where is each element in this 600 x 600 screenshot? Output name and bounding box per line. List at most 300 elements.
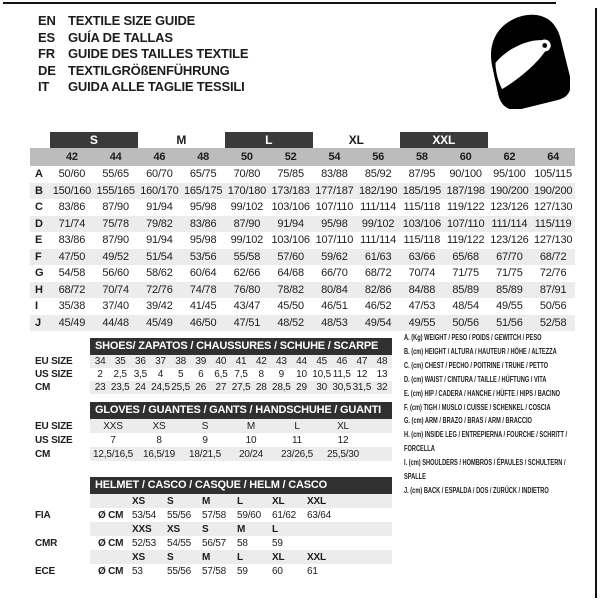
helmet-value: 59/60 (237, 509, 262, 521)
cell-value: 32 (376, 382, 388, 393)
measure-key: E (35, 234, 43, 246)
cell-value: 9 (278, 369, 285, 380)
measure-row-b (30, 183, 575, 200)
cell-value: 11,5 (332, 369, 351, 380)
measure-key: B (30, 183, 50, 200)
standard-label: CMR (35, 537, 58, 549)
measure-value: 61/63 (356, 249, 400, 266)
cell-value: XXS (103, 420, 123, 432)
cell-value: 46 (336, 356, 348, 367)
language-title: TEXTILE SIZE GUIDE (68, 13, 196, 28)
measure-value: 84/88 (400, 282, 444, 299)
legend-entry: H. (cm) INSIDE LEG / ENTREPIERNA / FOURCHE / SCHRITT / FORCELLA (404, 430, 568, 454)
helmet-value: 55/56 (167, 565, 192, 577)
measure-value: 44/48 (94, 315, 138, 332)
cell-value: 23/26,5 (281, 448, 313, 460)
cell-value: 7,5 (234, 369, 248, 380)
legend-entry: B. (cm) HEIGHT / ALTURA / HAUTEUR / HÖHE / ALTEZZA (404, 346, 557, 356)
size-number: 52 (269, 148, 313, 166)
measure-value: 173/183 (269, 183, 313, 200)
cell-value: 12 (356, 369, 368, 380)
measure-value: 87/95 (408, 168, 436, 180)
measure-key: D (30, 216, 50, 233)
gloves-row (35, 419, 392, 433)
legend-entry: C. (cm) CHEST / PECHO / POITRINE / TRUHE / PETTO (404, 360, 549, 370)
unit-cell: Ø CM (98, 537, 124, 549)
row-band (90, 508, 392, 522)
measure-value: 68/72 (531, 249, 575, 266)
measure-value: 103/106 (400, 216, 444, 233)
shoes-title: SHOES/ ZAPATOS / CHAUSSURES / SCHUHE / SCARPE (90, 338, 392, 355)
cell-value: 10,5 (312, 369, 331, 380)
helmet-size: XL (272, 495, 285, 507)
measure-value: 160/170 (138, 183, 182, 200)
size-number: 48 (181, 148, 225, 166)
row-band (90, 447, 392, 461)
measure-value: 127/130 (533, 234, 573, 246)
measure-value: 85/89 (488, 282, 532, 299)
helmet-value: 63/64 (307, 509, 332, 521)
size-group-xxl: XXL (400, 132, 488, 148)
cell-value: 42 (255, 356, 267, 367)
cell-value: 2 (97, 369, 103, 380)
cell-value: 12,5/16,5 (93, 448, 133, 460)
measure-key: C (35, 201, 43, 213)
measure-value: 99/102 (230, 234, 264, 246)
cell-value: 10 (296, 369, 307, 380)
top-border-line (3, 2, 556, 4)
measure-value: 53/56 (181, 249, 225, 266)
helmet-value: 56/57 (202, 537, 227, 549)
measure-value: 95/98 (189, 201, 217, 213)
measure-value: 47/53 (408, 300, 436, 312)
measure-value: 182/190 (356, 183, 400, 200)
measure-value: 150/160 (50, 183, 94, 200)
measure-value: 80/84 (313, 282, 357, 299)
cell-value: 43 (275, 356, 287, 367)
cell-value: L (294, 420, 300, 432)
measure-value: 190/200 (488, 183, 532, 200)
language-code: IT (38, 79, 50, 94)
helmet-size-row (35, 550, 392, 564)
measure-value: 49/52 (94, 249, 138, 266)
helmet-value: 55/56 (167, 509, 192, 521)
measure-value: 71/74 (50, 216, 94, 233)
row-label: EU SIZE (35, 356, 73, 367)
helmet-value: 59 (237, 565, 248, 577)
measure-value: 95/98 (189, 234, 217, 246)
measure-key: J (30, 315, 50, 332)
helmet-value: 61 (307, 565, 318, 577)
helmet-size: XL (272, 551, 285, 563)
cell-value: 25,5/30 (327, 448, 359, 460)
language-code: DE (38, 62, 56, 78)
measure-value: 123/126 (490, 201, 529, 213)
unit-cell: Ø CM (98, 565, 124, 577)
measure-value: 95/100 (493, 168, 526, 180)
measure-row-d (30, 216, 575, 233)
row-label: US SIZE (35, 434, 73, 446)
measure-row-j (30, 315, 575, 332)
measure-value: 107/110 (444, 216, 488, 233)
cell-value: 2,5 (113, 369, 127, 380)
measure-value: 76/80 (225, 282, 269, 299)
measure-key: I (35, 300, 38, 312)
shoes-row (35, 381, 392, 394)
cell-value: 47 (356, 356, 368, 367)
cell-value: 11 (292, 434, 302, 446)
shoes-row (35, 355, 392, 368)
measure-value: 91/94 (269, 216, 313, 233)
measure-value: 155/165 (94, 183, 138, 200)
helmet-size: L (272, 523, 278, 535)
measure-row-e (30, 232, 575, 249)
measure-value: 87/90 (102, 201, 129, 213)
measure-value: 105/115 (534, 168, 572, 180)
size-group-l: L (225, 132, 313, 148)
cell-value: 26 (195, 382, 207, 393)
measure-value: 127/130 (533, 201, 573, 213)
language-code: FR (38, 46, 55, 61)
measure-value: 37/40 (102, 300, 129, 312)
language-row (38, 79, 248, 96)
measure-row-i (30, 298, 575, 315)
measure-value: 83/88 (321, 168, 348, 180)
measure-value: 75/78 (94, 216, 138, 233)
gloves-row (35, 447, 392, 461)
cell-value: 6 (198, 369, 204, 380)
language-code: ES (38, 29, 55, 45)
measure-value: 55/58 (225, 249, 269, 266)
standard-label: FIA (35, 509, 51, 521)
size-number-spacer (30, 148, 50, 166)
helmet-value-row (35, 508, 392, 522)
row-band (90, 522, 392, 536)
helmet-size: M (202, 495, 211, 507)
helmet-value: 57/58 (202, 509, 227, 521)
helmet-size: XS (132, 551, 145, 563)
helmet-size-row (35, 522, 392, 536)
cell-value: 25,5 (171, 382, 190, 393)
measure-value: 75/85 (277, 168, 304, 180)
measure-key: H (30, 282, 50, 299)
cell-value: 16,5/19 (143, 448, 175, 460)
cell-value: 12 (337, 434, 349, 446)
measure-value: 46/51 (321, 300, 348, 312)
cell-value: 6,5 (214, 369, 228, 380)
measure-value: 52/58 (531, 315, 575, 332)
measure-value: 60/70 (146, 168, 173, 180)
cell-value: XS (152, 420, 166, 432)
measure-value: 55/65 (102, 168, 129, 180)
measure-value: 64/68 (277, 267, 304, 279)
measure-value: 60/64 (189, 267, 217, 279)
helmet-icon (486, 13, 570, 109)
measure-key: G (35, 267, 44, 279)
measure-value: 78/82 (269, 282, 313, 299)
helmet-size: XS (167, 523, 180, 535)
row-band (90, 550, 392, 564)
language-header (38, 13, 248, 96)
gloves-title: GLOVES / GUANTES / GANTS / HANDSCHUHE / GUANTI (90, 402, 392, 419)
size-group-spacer (488, 132, 532, 148)
row-band (90, 564, 392, 578)
measure-value: 46/50 (181, 315, 225, 332)
measure-key: A (35, 168, 43, 180)
measure-value: 49/55 (496, 300, 523, 312)
row-band (90, 494, 392, 508)
measure-value: 68/72 (364, 267, 392, 279)
language-title: TEXTILGRÖßENFÜHRUNG (68, 62, 230, 78)
cell-value: 13 (376, 369, 388, 380)
measure-value: 51/56 (488, 315, 532, 332)
helmet-size: L (237, 495, 243, 507)
helmet-value: 53 (132, 565, 143, 577)
helmet-table (35, 477, 392, 578)
language-row (38, 46, 248, 63)
measure-value: 39/42 (146, 300, 173, 312)
measure-value: 177/187 (313, 183, 357, 200)
measure-value: 70/80 (233, 168, 261, 180)
measure-value: 74/78 (181, 282, 225, 299)
measure-value: 45/49 (50, 315, 94, 332)
row-label: US SIZE (35, 369, 73, 380)
cell-value: 28,5 (272, 382, 291, 393)
measure-value: 190/200 (531, 183, 575, 200)
cell-value: 24 (134, 382, 146, 393)
measure-value: 115/118 (403, 201, 441, 213)
cell-value: 38 (175, 356, 186, 367)
cell-value: 39 (195, 356, 207, 367)
cell-value: 31,5 (352, 382, 372, 393)
measure-value: 62/66 (233, 267, 261, 279)
cell-value: 44 (296, 356, 307, 367)
shoes-row (35, 368, 392, 381)
cell-value: 34 (94, 356, 106, 367)
measure-value: 59/62 (313, 249, 357, 266)
measure-value: 50/56 (444, 315, 488, 332)
cell-value: 20/24 (238, 448, 264, 460)
size-number: 60 (444, 148, 488, 166)
size-group-m: M (176, 133, 187, 147)
measure-value: 65/75 (189, 168, 217, 180)
helmet-size: XXL (307, 551, 326, 563)
measure-value: 82/86 (356, 282, 400, 299)
measure-value: 41/45 (189, 300, 217, 312)
measure-value: 46/52 (364, 300, 392, 312)
cell-value: 23,5 (110, 382, 130, 393)
gloves-table (35, 402, 392, 461)
cell-value: 9 (202, 434, 208, 446)
measure-value: 71/75 (496, 267, 523, 279)
measure-row-f (30, 249, 575, 266)
textile-size-table (30, 132, 575, 331)
cell-value: 7 (110, 434, 116, 446)
row-label: CM (35, 382, 51, 393)
cell-value: M (246, 420, 256, 432)
cell-value: 5 (177, 369, 184, 380)
measure-value: 49/55 (400, 315, 444, 332)
helmet-size: XXL (307, 495, 326, 507)
size-group-s: S (50, 132, 138, 148)
cell-value: 29 (296, 382, 307, 393)
measure-value: 95/98 (313, 216, 357, 233)
helmet-size: L (237, 551, 243, 563)
measure-value: 70/74 (408, 267, 436, 279)
helmet-value: 58 (237, 537, 248, 549)
helmet-value: 59 (272, 537, 283, 549)
cell-value: S (201, 420, 209, 432)
measure-value: 66/70 (321, 267, 348, 279)
measure-value: 99/102 (356, 216, 400, 233)
helmet-value: 61/62 (272, 509, 297, 521)
helmet-size: XS (132, 495, 145, 507)
size-number: 46 (138, 148, 182, 166)
row-label (35, 550, 90, 564)
legend-entry: I. (cm) SHOULDERS / HOMBROS / ÉPAULES / SCHULTERN / SPALLE (404, 458, 566, 482)
measure-value: 87/91 (531, 282, 575, 299)
cell-value: 8 (258, 369, 264, 380)
language-title: GUÍA DE TALLAS (68, 29, 173, 45)
size-number: 50 (225, 148, 269, 166)
measure-value: 83/86 (58, 234, 86, 246)
measure-value: 51/54 (138, 249, 182, 266)
measure-value: 90/100 (449, 168, 482, 180)
cell-value: 24,5 (151, 382, 170, 393)
measure-value: 170/180 (225, 183, 269, 200)
language-title: GUIDA ALLE TAGLIE TESSILI (68, 79, 245, 94)
size-number: 54 (313, 148, 357, 166)
size-number: 62 (488, 148, 532, 166)
measure-value: 187/198 (444, 183, 488, 200)
row-label: EU SIZE (35, 420, 73, 432)
measurement-legend (404, 331, 574, 498)
size-number: 56 (356, 148, 400, 166)
cell-value: 28 (255, 382, 267, 393)
measure-value: 87/90 (102, 234, 129, 246)
measure-value: 103/106 (271, 234, 310, 246)
helmet-size: XXS (132, 523, 152, 535)
unit-cell: Ø CM (98, 509, 124, 521)
cell-value: 30 (316, 382, 327, 393)
row-label (35, 494, 90, 508)
measure-value: 107/110 (315, 234, 354, 246)
cell-value: 27,5 (231, 382, 251, 393)
helmet-size: S (167, 551, 174, 563)
helmet-value-row (35, 564, 392, 578)
measure-value: 85/89 (444, 282, 488, 299)
measure-value: 67/70 (488, 249, 532, 266)
helmet-value-row (35, 536, 392, 550)
cell-value: XL (337, 420, 349, 432)
measure-value: 72/76 (539, 267, 567, 279)
measure-value: 111/114 (360, 234, 397, 246)
measure-row-a (30, 166, 575, 183)
measure-value: 87/90 (225, 216, 269, 233)
measure-value: 43/47 (233, 300, 261, 312)
standard-label: ECE (35, 565, 55, 577)
measure-value: 68/72 (50, 282, 94, 299)
gloves-row (35, 433, 392, 447)
helmet-value: 57/58 (202, 565, 227, 577)
language-code: EN (38, 13, 56, 28)
measure-value: 111/114 (360, 201, 397, 213)
measure-value: 70/74 (94, 282, 138, 299)
helmet-size-row (35, 494, 392, 508)
cell-value: 30,5 (332, 382, 352, 393)
size-number: 44 (94, 148, 138, 166)
size-number-row (30, 148, 575, 166)
measure-value: 85/92 (364, 168, 392, 180)
measure-value: 83/86 (181, 216, 225, 233)
measure-value: 165/175 (181, 183, 225, 200)
cell-value: 4 (157, 369, 164, 380)
legend-entry: J. (cm) BACK / ESPALDA / DOS / ZURÜCK / INDIETRO (404, 485, 549, 495)
shoes-table (35, 338, 392, 394)
measure-value: 47/50 (50, 249, 94, 266)
row-band (90, 433, 392, 447)
measure-value: 185/195 (400, 183, 444, 200)
cell-value: 48 (376, 356, 388, 367)
size-group-row (30, 132, 575, 148)
legend-entry: G. (cm) ARM / BRAZO / BRAS / ARM / BRACCIO (404, 416, 532, 426)
row-band (90, 368, 392, 381)
measure-value: 72/76 (138, 282, 182, 299)
right-border-line (595, 8, 597, 598)
cell-value: 18/21,5 (189, 448, 221, 460)
measure-value: 48/52 (269, 315, 313, 332)
cell-value: 36 (134, 356, 146, 367)
measure-row-h (30, 282, 575, 299)
measure-value: 63/66 (400, 249, 444, 266)
measure-row-c (30, 199, 575, 216)
measure-value: 123/126 (490, 234, 529, 246)
legend-entry: D. (cm) WAIST / CINTURA / TAILLE / HÜFTUNG / VITA (404, 374, 547, 384)
measure-value: 57/60 (269, 249, 313, 266)
size-number: 64 (531, 148, 575, 166)
language-title: GUIDE DES TAILLES TEXTILE (68, 46, 249, 61)
measure-value: 65/68 (444, 249, 488, 266)
row-band (90, 355, 392, 368)
size-group-spacer (30, 132, 50, 148)
measure-value: 54/58 (58, 267, 86, 279)
helmet-value: 53/54 (132, 509, 157, 521)
cell-value: 23 (94, 382, 106, 393)
measure-value: 99/102 (230, 201, 264, 213)
language-row (38, 13, 248, 30)
row-label: CM (35, 448, 51, 460)
cell-value: 27 (215, 382, 227, 393)
measure-value: 79/82 (138, 216, 182, 233)
measure-value: 48/54 (452, 300, 479, 312)
measure-row-g (30, 265, 575, 282)
helmet-size: S (167, 495, 174, 507)
measure-value: 58/62 (146, 267, 173, 279)
language-row (38, 63, 248, 80)
legend-entry: F. (cm) TIGH / MUSLO / CUISSE / SCHENKEL / COSCIA (404, 402, 551, 412)
size-group-xl: XL (348, 133, 364, 147)
measure-value: 103/106 (271, 201, 310, 213)
measure-value: 107/110 (315, 201, 354, 213)
measure-value: 119/122 (446, 234, 485, 246)
cell-value: 41 (235, 356, 247, 367)
helmet-value: 54/55 (167, 537, 192, 549)
measure-value: 47/51 (225, 315, 269, 332)
measure-value: 49/54 (356, 315, 400, 332)
measure-value: 91/94 (146, 201, 173, 213)
cell-value: 40 (215, 356, 227, 367)
helmet-size: M (202, 551, 211, 563)
